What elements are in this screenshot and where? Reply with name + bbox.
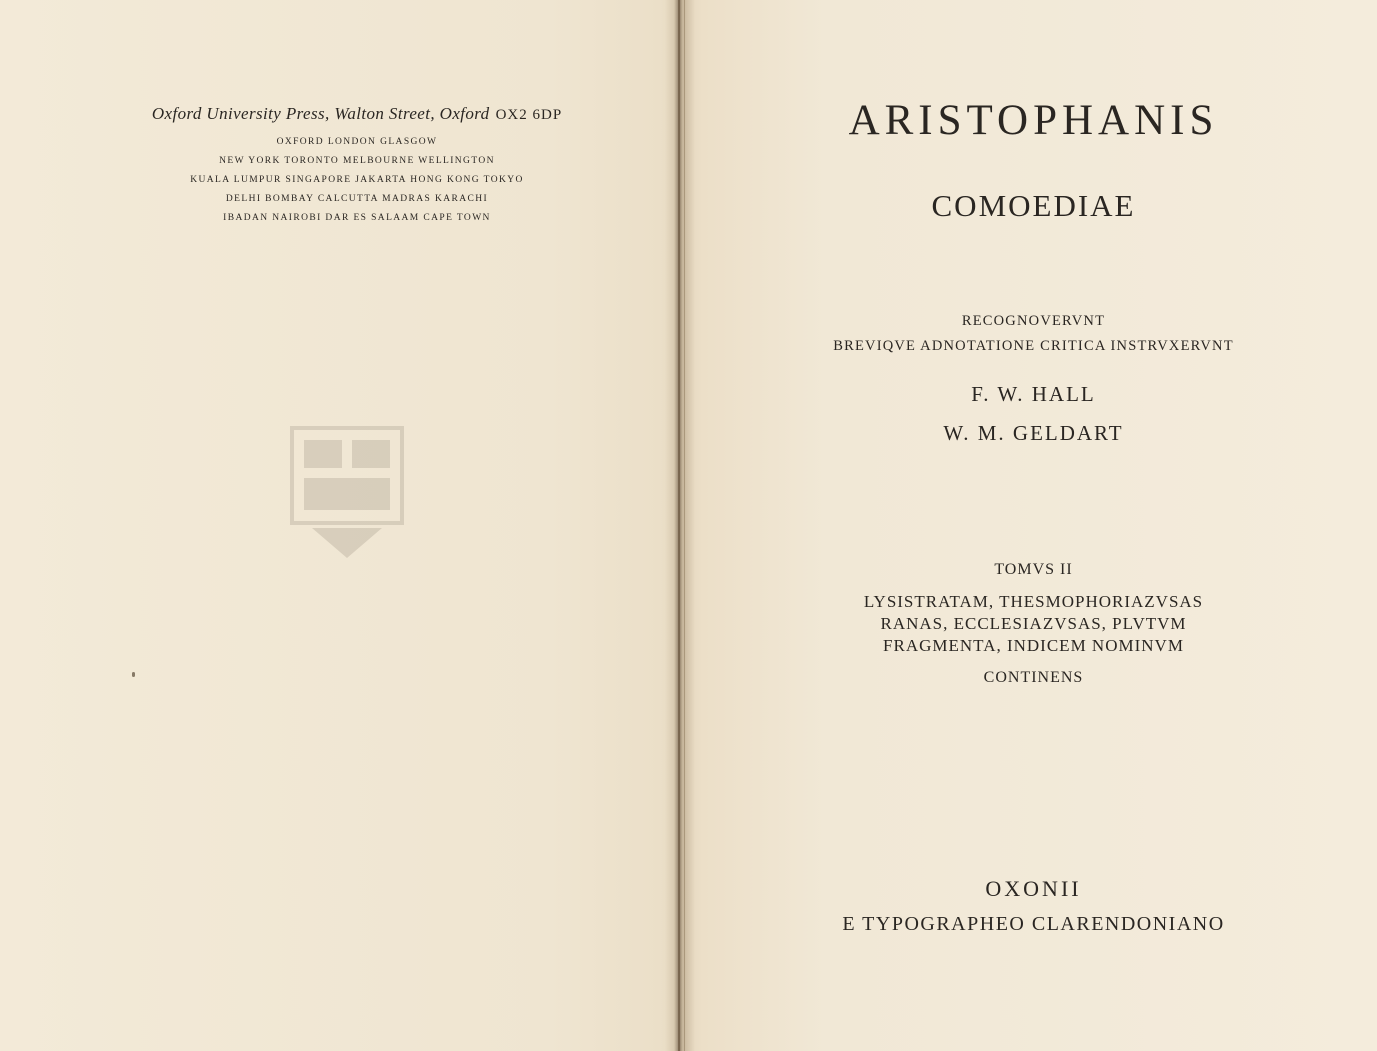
- title-page: [690, 0, 1377, 1051]
- volume-label: TOMVS II: [994, 561, 1073, 578]
- imprint-address: [112, 104, 602, 124]
- left-page: [0, 0, 670, 1051]
- contents-line: FRAGMENTA, INDICEM NOMINVM: [883, 636, 1184, 655]
- publisher-imprint: [112, 104, 602, 228]
- volume-contents: [690, 591, 1377, 657]
- editor-name: W. M. GELDART: [943, 421, 1124, 445]
- continens-label: CONTINENS: [983, 669, 1084, 686]
- imprint-cities-line: DELHI BOMBAY CALCUTTA MADRAS KARACHI: [225, 194, 489, 204]
- recognition-statement: [690, 309, 1377, 359]
- publication-place: OXONII: [985, 876, 1082, 901]
- contents-line: RANAS, ECCLESIAZVSAS, PLVTVM: [880, 614, 1187, 633]
- show-through-emblem-icon: [282, 418, 412, 568]
- recognition-line: BREVIQVE ADNOTATIONE CRITICA INSTRVXERVNT: [833, 338, 1234, 354]
- author-title: ARISTOPHANIS: [848, 97, 1219, 144]
- editor-name: F. W. HALL: [971, 382, 1096, 406]
- recognition-line: RECOGNOVERVNT: [961, 313, 1106, 329]
- imprint-cities-line: KUALA LUMPUR SINGAPORE JAKARTA HONG KONG TOKYO: [190, 175, 524, 185]
- imprint-cities-line: IBADAN NAIROBI DAR ES SALAAM CAPE TOWN: [223, 213, 491, 223]
- imprint-cities-line: OXFORD LONDON GLASGOW: [276, 137, 438, 147]
- publisher-name: E TYPOGRAPHEO CLARENDONIANO: [842, 913, 1225, 935]
- paper-speck: [132, 672, 135, 677]
- imprint-postcode: OX2 6DP: [495, 107, 563, 123]
- contents-line: LYSISTRATAM, THESMOPHORIAZVSAS: [863, 592, 1204, 611]
- imprint-cities-line: NEW YORK TORONTO MELBOURNE WELLINGTON: [219, 156, 495, 166]
- gutter-crease: [678, 0, 680, 1051]
- gutter-crease: [684, 0, 685, 1051]
- work-title: COMOEDIAE: [931, 188, 1136, 223]
- imprint-address-text: Oxford University Press, Walton Street, Oxford: [151, 104, 490, 123]
